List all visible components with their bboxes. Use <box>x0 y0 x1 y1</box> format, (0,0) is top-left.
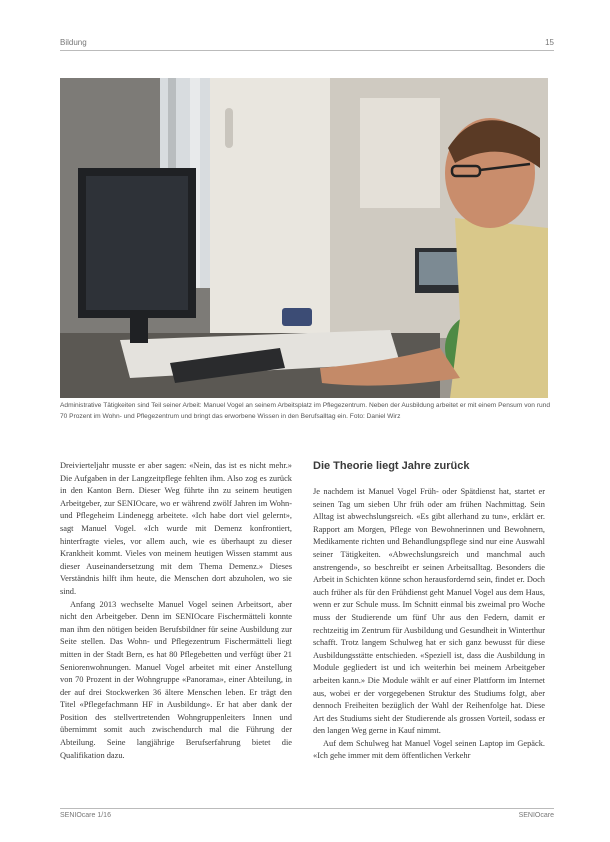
left-column <box>60 460 292 762</box>
header-rule <box>60 50 554 51</box>
paragraph: Auf dem Schulweg hat Manuel Vogel seinen Laptop im Gepäck. «Ich gehe immer mit dem öffentlichen Verkehr <box>313 738 545 761</box>
paragraph: Anfang 2013 wechselte Manuel Vogel seinen Arbeitsort, aber nicht den Arbeitgeber. Denn im SENIOcare Fischermätteli konnte man ihm den nötigen beiden Berufsbildner für seine Ausbildung zur Seite stellen. Das Wohn- und Pflegezentrum Fischermätteli liegt mitten in der Stadt Bern, es hat 80 Pflegebetten und verfügt über 21 Seniorenwohnungen. Manuel Vogel arbeitet mit einer Anstellung von 70 Prozent in der Wohngruppe «Panorama», einer Abteilung, in der auf drei Stockwerken 36 ältere Menschen leben. Er trägt den Titel «Pflegefachmann HF in Ausbildung». Er hat aber dank der Position des stellvertretenden Wohngruppenleiters Innen und übernimmt somit auch zwischendurch mal die Führung der Abteilung. Seine langjährige Berufserfahrung bietet die Qualifikation dazu. <box>60 599 292 760</box>
paragraph: Je nachdem ist Manuel Vogel Früh- oder Spätdienst hat, startet er seinen Tag um sieben Uhr früh oder am frühen Nachmittag. Sein Alltag ist abwechslungsreich. «Es gibt allerhand zu tun», erklärt er. Rapport am Morgen, Pflege von Bewohnerinnen und Bewohnern, Medikamente richten und Behandlungspflege sind nur eine Auswahl seiner Tätigkeiten. «Abwechslungsreich und manchmal auch anstrengend», so beschreibt er seinen Arbeitsalltag. Besonders die Arbeit in Schichten könne schon herausfordernd sein, findet er. Doch auch früher als für den Frühdienst geht Manuel Vogel aus dem Haus, wenn er zur Schule muss. Im Schnitt einmal bis zweimal pro Woche muss der Studierende um fünf Uhr aus den Federn, damit er rechtzeitig im Zentrum für Ausbildung und Gesundheit in Winterthur schafft. Trotz langem Schulweg hat er sich ganz bewusst für diese Ausbildungsstätte entschieden. «Speziell ist, dass die Ausbildung in Module gegliedert ist und ich weiterhin bei meinem Arbeitgeber arbeiten kann.» Die Module wählt er auf einer Plattform im Internet aus, wobei er der vorgegebenen Struktur des Studiums folgt, aber dennoch Freiheiten bezüglich der Wahl der Reihenfolge hat. Diese Art des Studiums sieht der Studierende als grossen Vorteil, sodass er den langen Weg gerne in Kauf nimmt. <box>313 487 545 736</box>
paragraph: Dreivierteljahr musste er aber sagen: «Nein, das ist es nicht mehr.» Die Aufgaben in der Langzeitpflege fehlten ihm. Also zog es zurück in den Kanton Bern. Dieser Weg führte ihn zu seinem heutigen Arbeitgeber, zur SENIOcare, wo er während zwölf Jahren im Wohn- und Pflegeheim Lindenegg arbeitete. «Ich habe dort viel gelernt», sagt Manuel Vogel. «Ich wurde mit Demenz konfrontiert, hinterfragte vieles, vor allem auch, wie es überhaupt zu dieser Krankheit kommt. Vieles von meinem heutigen Wissen stammt aus dieser Auseinandersetzung mit dem Thema Demenz.» Dieses Verständnis hilft ihm heute, die Menschen dort abzuholen, wo sie sind. <box>60 461 292 596</box>
photo-caption: Administrative Tätigkeiten sind Teil seiner Arbeit: Manuel Vogel an seinem Arbeitsplatz im Pflegezentrum. Neben der Ausbildung arbeitet er mit einem Pensum von rund 70 Prozent im Wohn- und Pflegezentrum und bringt das erworbene Wissen in den Berufsalltag ein. Foto: Daniel Wirz <box>60 402 550 420</box>
running-header <box>60 38 554 48</box>
section-heading: Die Theorie liegt Jahre zurück <box>313 460 470 472</box>
footer-brand: SENIOcare <box>518 812 554 819</box>
right-column <box>313 486 545 763</box>
footer-publication: SENIOcare 1/16 <box>60 812 111 819</box>
page-number: 15 <box>545 38 554 47</box>
footer-rule <box>60 808 554 809</box>
photo-illustration <box>60 78 548 398</box>
running-footer <box>60 812 554 822</box>
section-label: Bildung <box>60 38 87 47</box>
photo-man-at-computer <box>60 78 548 398</box>
